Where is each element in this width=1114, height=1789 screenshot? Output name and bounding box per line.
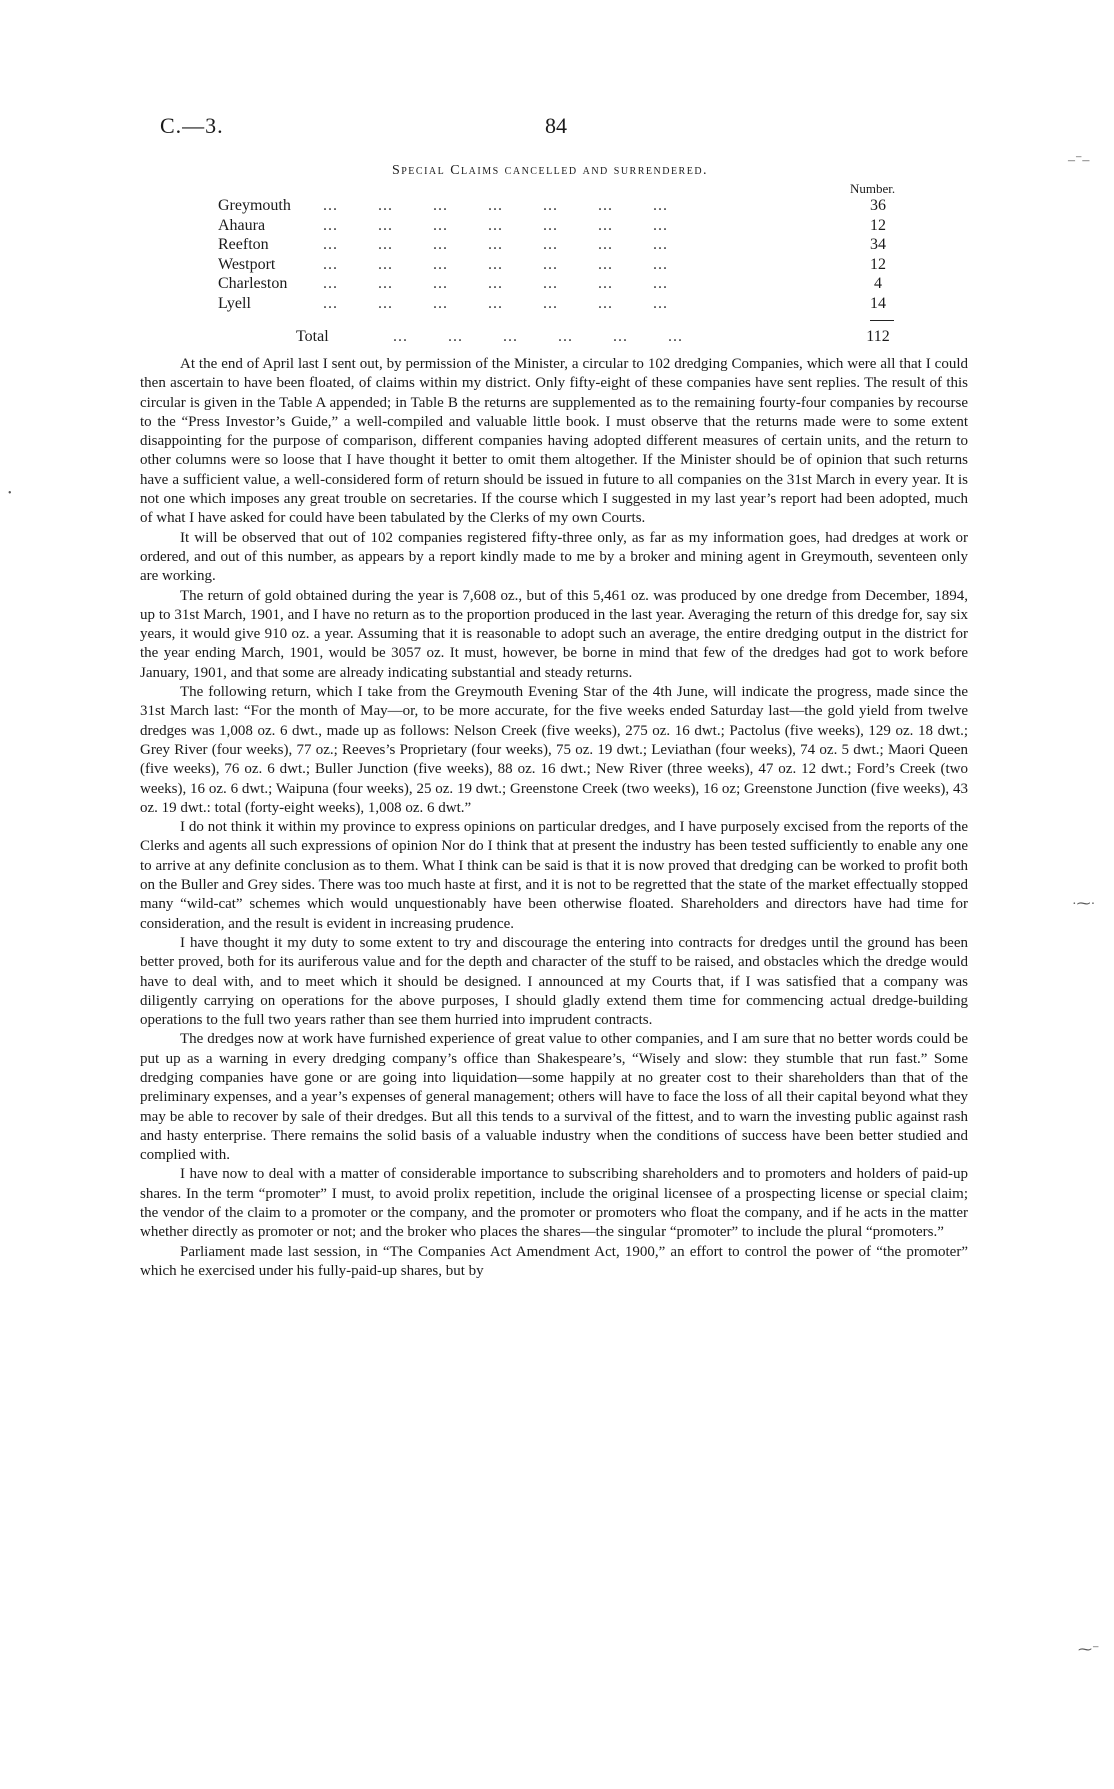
table-row [218, 216, 898, 236]
claims-count: 36 [870, 197, 886, 214]
table-row [218, 196, 898, 216]
scan-mark: –⁻– [1068, 153, 1090, 168]
total-value: 112 [866, 328, 890, 345]
paragraph: The following return, which I take from the Greymouth Evening Star of the 4th June, will indicate the progress, made since the 31st March last: “For the month of May—or, to be more accurate, for the five weeks ended Saturday last—the gold yield from twelve dredges was 1,008 oz. 6 dwt., made up as follows: Nelson Creek (five weeks), 275 oz. 16 dwt.; Pactolus (five weeks), 129 oz. 18 dwt.; Grey River (four weeks), 77 oz.; Reeves’s Proprietary (four weeks), 75 oz. 19 dwt.; Leviathan (four weeks), 74 oz. 5 dwt.; Maori Queen (five weeks), 76 oz. 6 dwt.; Buller Junction (five weeks), 88 oz. 16 dwt.; New River (three weeks), 47 oz. 12 dwt.; Ford’s Creek (two weeks), 16 oz. 6 dwt.; Waipuna (four weeks), 25 oz. 19 dwt.; Greenstone Creek (two weeks), 16 oz; Greenstone Junction (five weeks), 43 oz. 19 dwt.: total (forty-eight weeks), 1,008 oz. 6 dwt.” [140, 684, 968, 816]
paragraph: The return of gold obtained during the year is 7,608 oz., but of this 5,461 oz. was produced by one dredge from December, 1894, up to 31st March, 1901, and I have no return as to the proportion produced in the last year. Averaging the return of this dredge for, say six years, it would give 910 oz. a year. Assuming that it is reasonable to adopt such an average, the entire dredging output in the district for the year ending March, 1901, would be 3057 oz. It must, however, be borne in mind that few of the dredges had got to work before January, 1901, and that some are already indicating substantial and steady returns. [140, 587, 968, 681]
leader-dots: ... ... ... ... ... ... ... [323, 275, 668, 293]
table-title: Special Claims cancelled and surrendered. [391, 163, 709, 178]
claims-count: 14 [870, 294, 886, 312]
table-row [218, 274, 898, 294]
total-rule [870, 320, 894, 321]
district-name: Charleston [218, 275, 288, 293]
claims-count: 12 [870, 216, 886, 234]
paragraph: I do not think it within my province to express opinions on particular dredges, and I have purposely excised from the reports of the Clerks and agents all such expressions of opinion Nor do I think that at present the industry has been tested sufficiently to enable any one to arrive at any definite conclusion as to them. What I think can be said is that it is now proved that dredging can be worked to profit both on the Buller and Grey sides. There was too much haste at first, and it is not to be regretted that the state of the market effectually stopped many “wild-cat” schemes which would unquestionably have been otherwise floated. Shareholders and directors have had time for consideration, and the result is evident in increasing prudence. [140, 819, 968, 932]
paragraph: I have now to deal with a matter of considerable importance to subscribing shareholders and to promoters and holders of paid-up shares. In the term “promoter” I must, to avoid prolix repetition, include the original licensee of a prospecting license or special claim; the vendor of the claim to a promoter or the company, and the promoter or promoters who float the company, and if he acts in the matter whether directly as promoter or not; and the broker who places the shares—the singular “promoter” to include the plural “promoters.” [140, 1166, 968, 1241]
table-row [218, 294, 898, 314]
district-name: Lyell [218, 294, 251, 312]
leader-dots: ... ... ... ... ... ... [393, 328, 683, 345]
leader-dots: ... ... ... ... ... ... ... [323, 255, 668, 273]
paragraph: At the end of April last I sent out, by permission of the Minister, a circular to 102 dredging Companies, which were all that I could then ascertain to have been floated, of claims within my district. Only fifty-eight of these companies have sent replies. The result of this circular is given in the Table A appended; in Table B the returns are supplemented as to the remaining fourty-four companies by recourse to the “Press Investor’s Guide,” a well-compiled and valuable little book. I must observe that the returns made were to some extent disappointing for the purpose of comparison, different companies having adopted different measures of certain units, and the return to other columns were so loose that I have thought it better to omit them altogether. If the Minister should be of opinion that such returns have a sufficient value, a well-considered form of return should be issued in future to all companies on the 31st March in every year. It is not one which imposes any great trouble on secretaries. If the course which I suggested in my last year’s report had been adopted, much of what I have asked for could have been tabulated by the Clerks of my own Courts. [140, 356, 968, 527]
leader-dots: ... ... ... ... ... ... ... [323, 236, 668, 254]
paragraph: I have thought it my duty to some extent to try and discourage the entering into contracts for dredges until the ground has been better proved, both for its auriferous value and for the depth and character of the stuff to be raised, and obstacles which the dredge would have to deal with, and to meet which it should be designed. I announced at my Courts that, if I was satisfied that a company was diligently carrying on operations for the above purposes, I should gladly extend them time for commencing actual dredge-building operations to the full two years rather than see them hurried into imprudent contracts. [140, 934, 968, 1029]
paragraph: Parliament made last session, in “The Companies Act Amendment Act, 1900,” an effort to control the power of “the promoter” which he exercised under his fully-paid-up shares, but by [140, 1243, 968, 1279]
paragraph: It will be observed that out of 102 companies registered fifty-three only, as far as my information goes, had dredges at work or ordered, and out of this number, as appears by a report kindly made to me by a broker and mining agent in Greymouth, seventeen only are working. [140, 529, 968, 585]
district-name: Reefton [218, 236, 269, 254]
scan-dot: • [8, 488, 12, 499]
claims-count: 34 [870, 236, 886, 254]
document-reference: C.—3. [160, 113, 224, 138]
claims-count: 4 [874, 275, 882, 293]
table-row [218, 255, 898, 275]
table-row [218, 235, 898, 255]
district-name: Greymouth [218, 197, 291, 214]
leader-dots: ... ... ... ... ... ... ... [323, 294, 668, 312]
report-body [140, 355, 968, 1281]
table-column-header: Number. [850, 181, 896, 196]
claims-count: 12 [870, 255, 886, 273]
district-name: Ahaura [218, 216, 266, 234]
paragraph: The dredges now at work have furnished experience of great value to other companies, and I am sure that no better words could be put up as a warning in every dredging company’s office than Shakespeare’s, “Wisely and slow: they stumble that run fast.” Some dredging companies have gone or are going into liquidation—some happily at no greater cost to their shareholders than that of the preliminary expenses, and a year’s expenses of general management; others will have to face the loss of all their capital beyond what they may be able to recover by sale of their dredges. But all this tends to a survival of the fittest, and to warn the investing public against rash and hasty enterprise. There remains the solid basis of a valuable industry when the conditions of success have been better studied and complied with. [140, 1031, 968, 1164]
claims-table [218, 196, 898, 314]
scan-mark: ⁓⁻ [1078, 1643, 1100, 1658]
total-label: Total [296, 328, 329, 345]
district-name: Westport [218, 255, 276, 273]
page-number: 84 [545, 113, 567, 138]
leader-dots: ... ... ... ... ... ... ... [323, 197, 668, 214]
table-total-row [218, 327, 898, 347]
leader-dots: ... ... ... ... ... ... ... [323, 216, 668, 234]
scan-mark: ·⁓· [1072, 897, 1096, 912]
